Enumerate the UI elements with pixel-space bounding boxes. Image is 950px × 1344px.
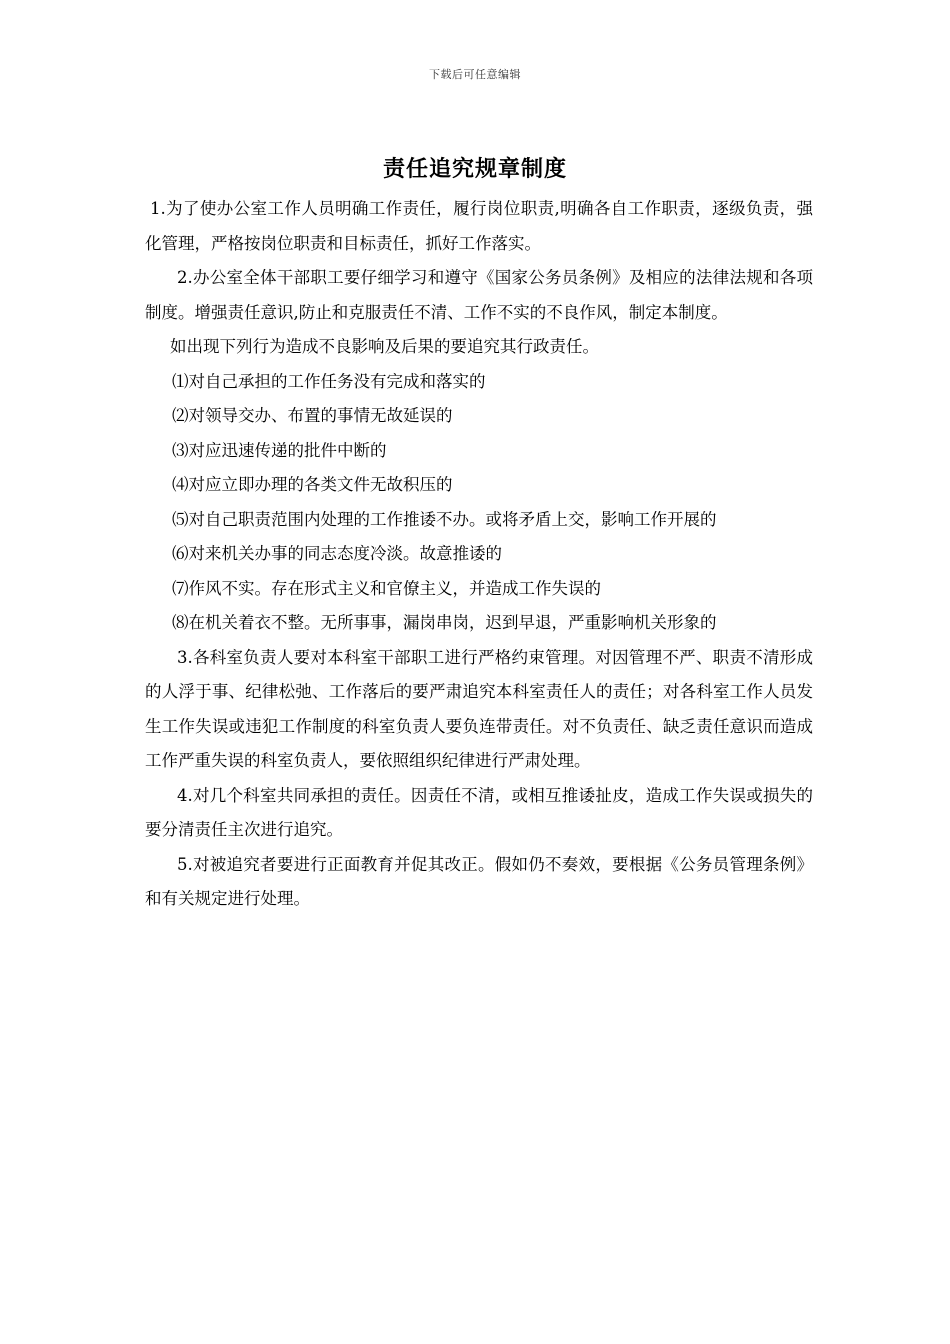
list-item-5: ⑸对自己职责范围内处理的工作推诿不办。或将矛盾上交，影响工作开展的	[172, 509, 717, 529]
paragraph-3: 3.各科室负责人要对本科室干部职工进行严格约束管理。对因管理不严、职责不清形成的人浮于事、纪律松弛、工作落后的要严肃追究本科室责任人的责任；对各科室工作人员发生工作失误或违犯工作制度的科室负责人要负连带责任。对不负责任、缺乏责任意识而造成工作严重失误的科室负责人，要依照组织纪律进行严肃处理。	[145, 647, 813, 770]
paragraph-intro: 如出现下列行为造成不良影响及后果的要追究其行政责任。	[170, 337, 599, 356]
list-item-2: ⑵对领导交办、布置的事情无故延误的	[172, 406, 453, 425]
list-item-3: ⑶对应迅速传递的批件中断的	[172, 440, 387, 460]
list-item-1: ⑴对自己承担的工作任务没有完成和落实的	[172, 371, 486, 391]
header-note: 下载后可任意编辑	[429, 68, 521, 81]
paragraph-4: 4.对几个科室共同承担的责任。因责任不清，或相互推诿扯皮，造成工作失误或损失的要分清责任主次进行追究。	[145, 785, 813, 839]
list-item-6: ⑹对来机关办事的同志态度冷淡。故意推诿的	[172, 544, 502, 563]
paragraph-2: 2.办公室全体干部职工要仔细学习和遵守《国家公务员条例》及相应的法律法规和各项制度。增强责任意识,防止和克服责任不清、工作不实的不良作风，制定本制度。	[145, 268, 813, 322]
document-title: 责任追究规章制度	[382, 156, 567, 182]
paragraph-5: 5.对被追究者要进行正面教育并促其改正。假如仍不奏效，要根据《公务员管理条例》和有关规定进行处理。	[145, 854, 813, 908]
document-body	[145, 192, 813, 917]
list-item-7: ⑺作风不实。存在形式主义和官僚主义，并造成工作失误的	[172, 578, 601, 598]
list-item-4: ⑷对应立即办理的各类文件无故积压的	[172, 475, 453, 494]
paragraph-1: 1.为了使办公室工作人员明确工作责任，履行岗位职责,明确各自工作职责，逐级负责，强化管理，严格按岗位职责和目标责任，抓好工作落实。	[145, 199, 813, 253]
list-item-8: ⑻在机关着衣不整。无所事事，漏岗串岗，迟到早退，严重影响机关形象的	[172, 613, 717, 632]
